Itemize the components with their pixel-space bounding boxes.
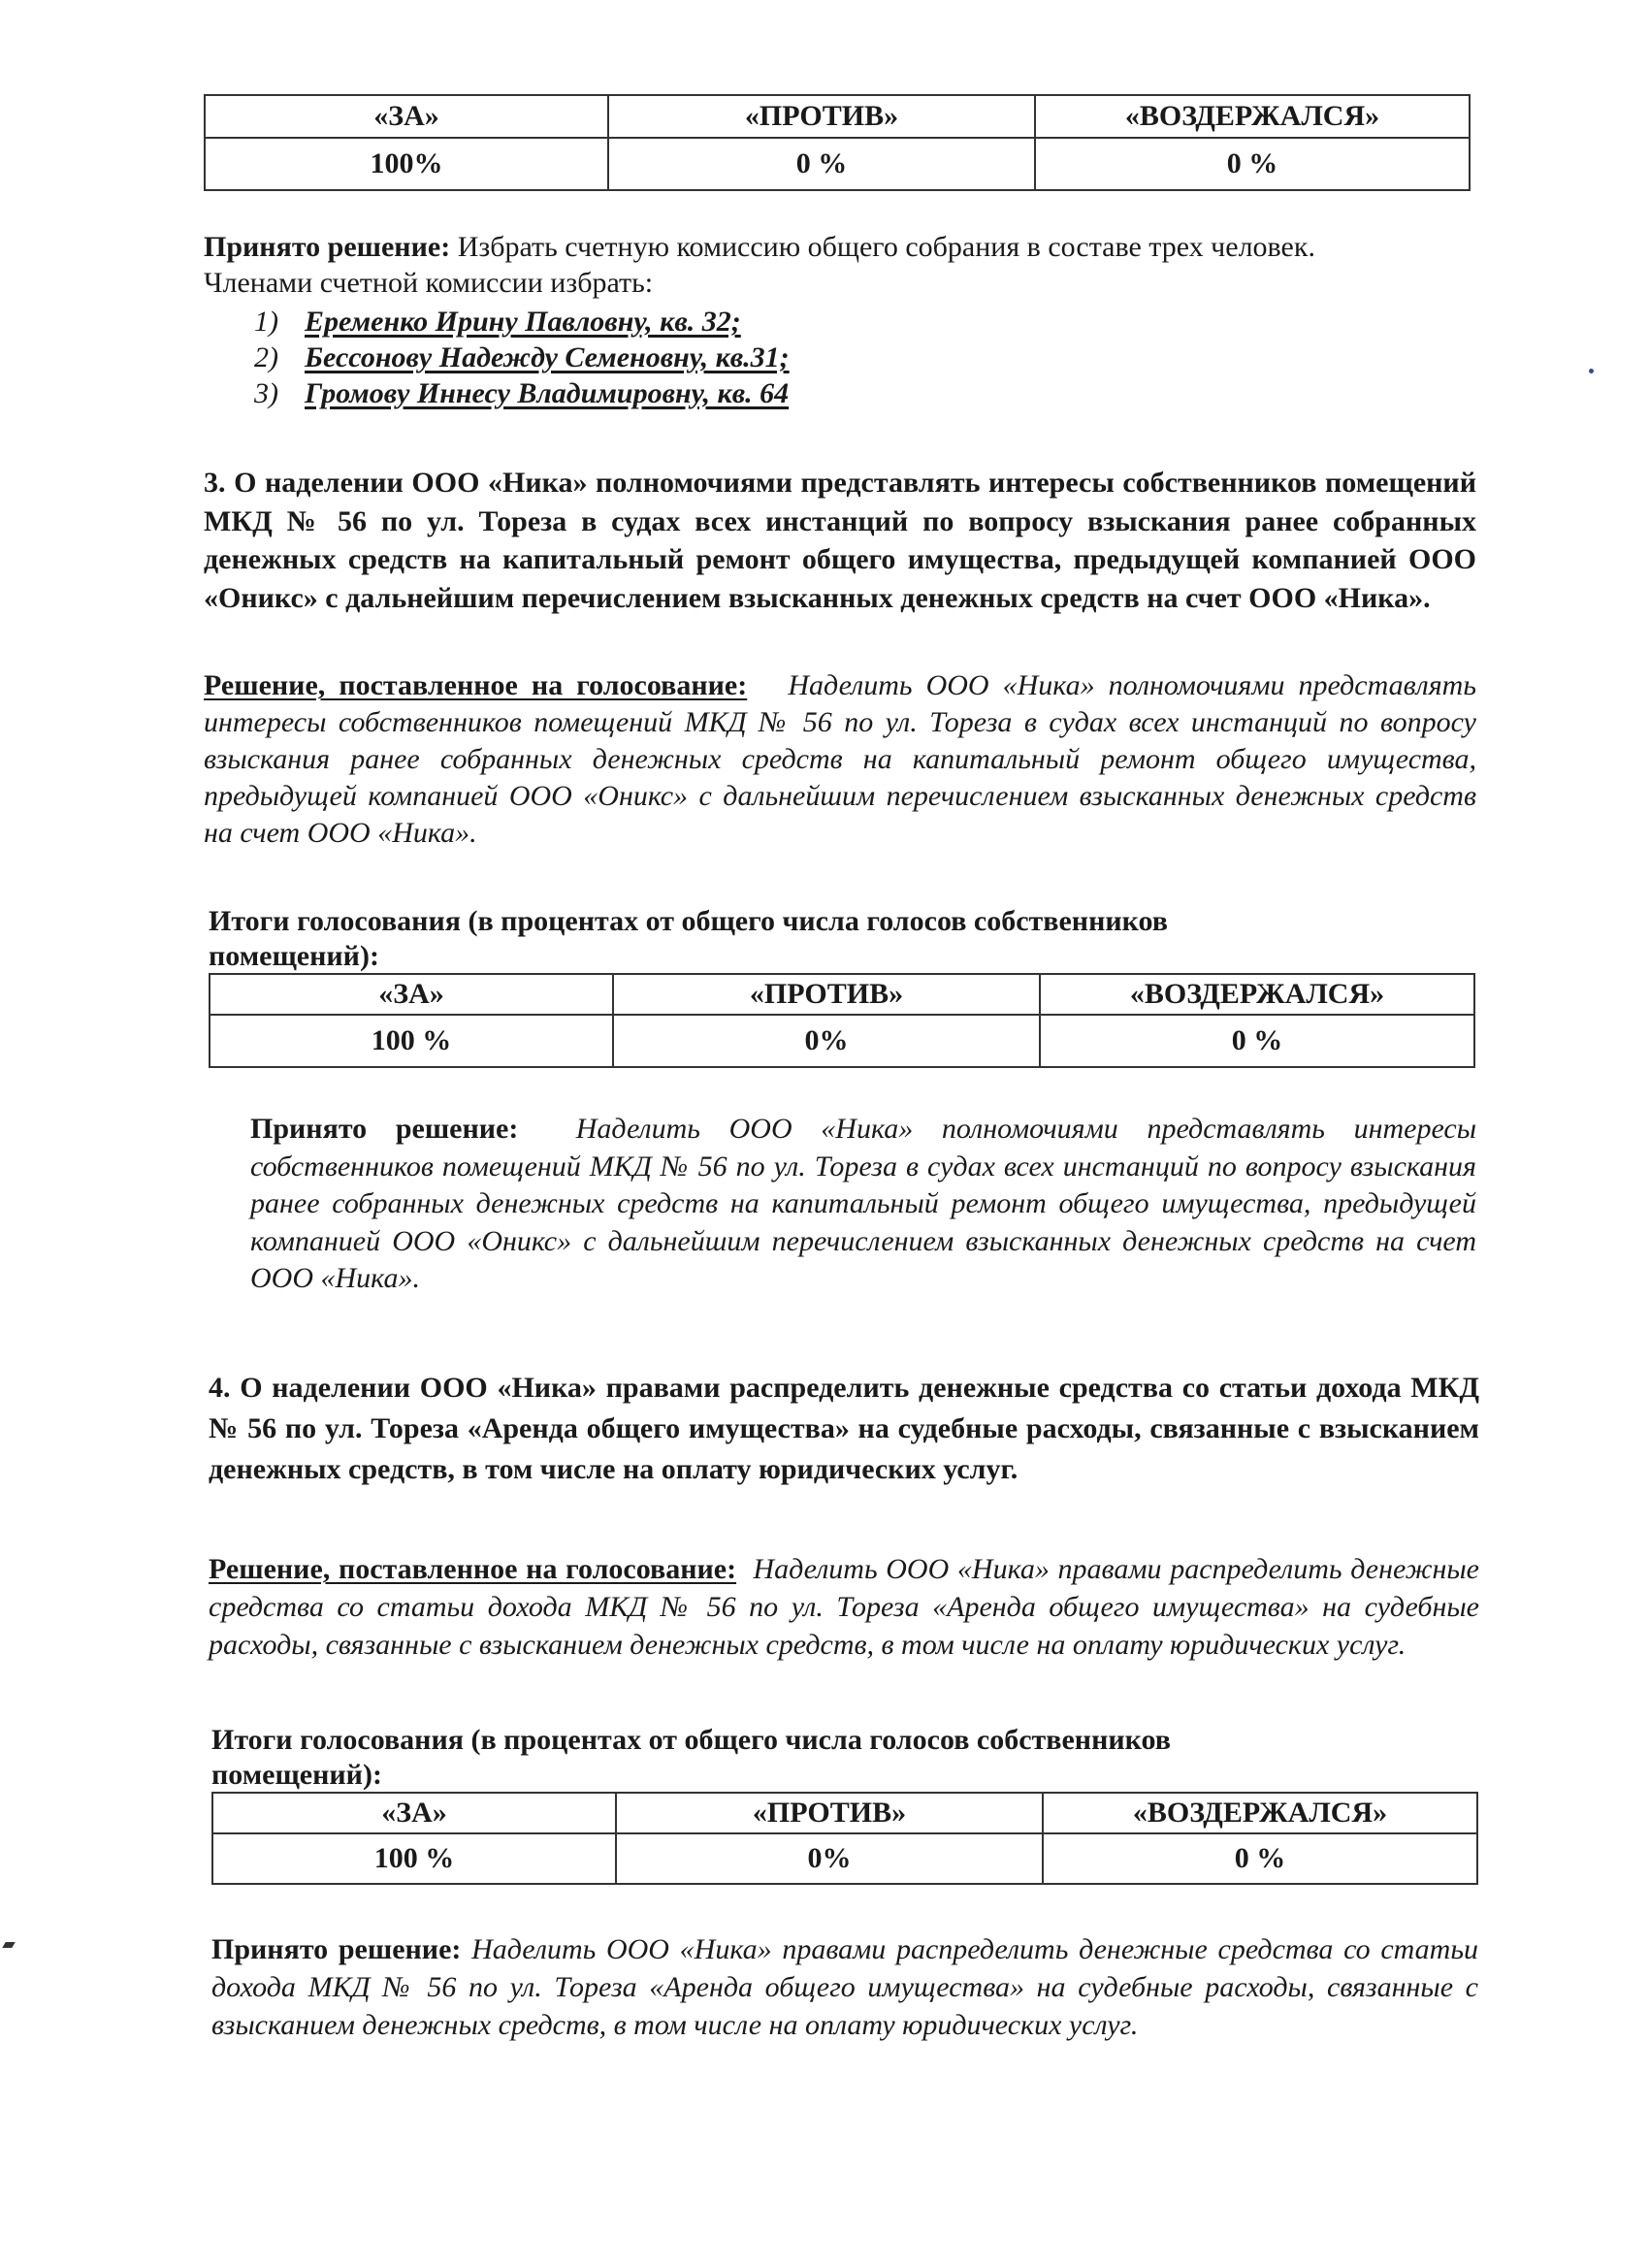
decision-text: Наделить ООО «Ника» правами распределить денежные средства со статьи дохода МКД № 56 по ул. Тореза «Аренда общего имущества» на судебные расходы, связанные с взысканием денежных средств, в том числе на оплату юридических услуг. [211, 1933, 1479, 2041]
header-against: «ПРОТИВ» [608, 95, 1035, 138]
decision-text: Избрать счетную комиссию общего собрания в составе трех человек. [450, 231, 1315, 263]
decision-text: Наделить ООО «Ника» полномочиями представлять интересы собственников помещений МКД № 56 по ул. Тореза в судах всех инстанций по вопросу взыскания ранее собранных денежных средств на капитальный ремонт общего имущества, предыдущей компанией ООО «Оникс» с дальнейшим перечислением взысканных денежных средств на счет ООО «Ника». [250, 1113, 1477, 1294]
decision-label: Принято решение: [250, 1113, 519, 1145]
header-abstained: «ВОЗДЕРЖАЛСЯ» [1040, 974, 1474, 1015]
value-for: 100 % [212, 1833, 616, 1884]
section4-decision [211, 1930, 1478, 2044]
section4-heading: 4. О наделении ООО «Ника» правами распределить денежные средства со статьи дохода МКД № 56 по ул. Тореза «Аренда общего имущества» на судебные расходы, связанные с взысканием денежных средств, в том числе на оплату юридических услуг. [209, 1372, 1479, 1485]
vote-results-table-section2 [204, 94, 1471, 191]
value-abstained: 0 % [1043, 1833, 1477, 1884]
proposal-text: Наделить ООО «Ника» полномочиями представлять интересы собственников помещений МКД № 56 по ул. Тореза в судах всех инстанций по вопросу взыскания ранее собранных денежных средств на капитальный ремонт общего имущества, предыдущей компанией ООО «Оникс» с дальнейшим перечислением взысканных денежных средств на счет ООО «Ника». [204, 669, 1476, 849]
section3-results-label: Итоги голосования (в процентах от общего числа голосов собственников помещений): [209, 905, 1168, 972]
value-against: 0% [616, 1833, 1043, 1884]
decision-label: Принято решение: [211, 1933, 462, 1965]
header-for: «ЗА» [205, 95, 608, 138]
decision-label: Принято решение: [204, 231, 451, 263]
member-item: 1) Еременко Ирину Павловну, кв. 32; [254, 306, 741, 338]
value-abstained: 0 % [1035, 138, 1470, 190]
header-for: «ЗА» [212, 1793, 616, 1833]
header-abstained: «ВОЗДЕРЖАЛСЯ» [1043, 1793, 1477, 1833]
scan-mark [2, 1942, 15, 1948]
vote-results-table-section4 [211, 1792, 1478, 1885]
value-abstained: 0 % [1040, 1015, 1474, 1067]
header-against: «ПРОТИВ» [616, 1793, 1043, 1833]
vote-results-table-section3 [209, 973, 1475, 1068]
member-item: 2) Бессонову Надежду Семеновну, кв.31; [254, 341, 790, 373]
scan-dot [1589, 369, 1594, 373]
value-for: 100 % [210, 1015, 613, 1067]
section4-results-label: Итоги голосования (в процентах от общего числа голосов собственников помещений): [211, 1724, 1171, 1791]
section4-proposal [209, 1550, 1479, 1664]
proposal-label: Решение, поставленное на голосование: [204, 669, 748, 701]
value-for: 100% [205, 138, 608, 190]
decision-section2 [204, 228, 1474, 266]
member-name: Еременко Ирину Павловну, кв. 32; [305, 306, 741, 338]
value-against: 0% [613, 1015, 1040, 1067]
commission-members-list [254, 304, 790, 411]
member-name: Бессонову Надежду Семеновну, кв.31; [305, 341, 790, 373]
member-name: Громову Иннесу Владимировну, кв. 64 [305, 377, 790, 409]
value-against: 0 % [608, 138, 1035, 190]
member-item: 3) Громову Иннесу Владимировну, кв. 64 [254, 377, 790, 409]
header-for: «ЗА» [210, 974, 613, 1015]
members-intro: Членами счетной комиссии избрать: [204, 267, 654, 299]
header-against: «ПРОТИВ» [613, 974, 1040, 1015]
section3-heading: 3. О наделении ООО «Ника» полномочиями представлять интересы собственников помещений МКД № 56 по ул. Тореза в судах всех инстанций по вопросу взыскания ранее собранных денежных средств на капитальный ремонт общего имущества, предыдущей компанией ООО «Оникс» с дальнейшим перечислением взысканных денежных средств на счет ООО «Ника». [204, 467, 1476, 614]
section3-decision [250, 1111, 1476, 1298]
section3-proposal [204, 667, 1476, 852]
header-abstained: «ВОЗДЕРЖАЛСЯ» [1035, 95, 1470, 138]
proposal-text: Наделить ООО «Ника» правами распределить денежные средства со статьи дохода МКД № 56 по ул. Тореза «Аренда общего имущества» на судебные расходы, связанные с взысканием денежных средств, в том числе на оплату юридических услуг. [209, 1553, 1479, 1661]
proposal-label: Решение, поставленное на голосование: [209, 1553, 737, 1585]
